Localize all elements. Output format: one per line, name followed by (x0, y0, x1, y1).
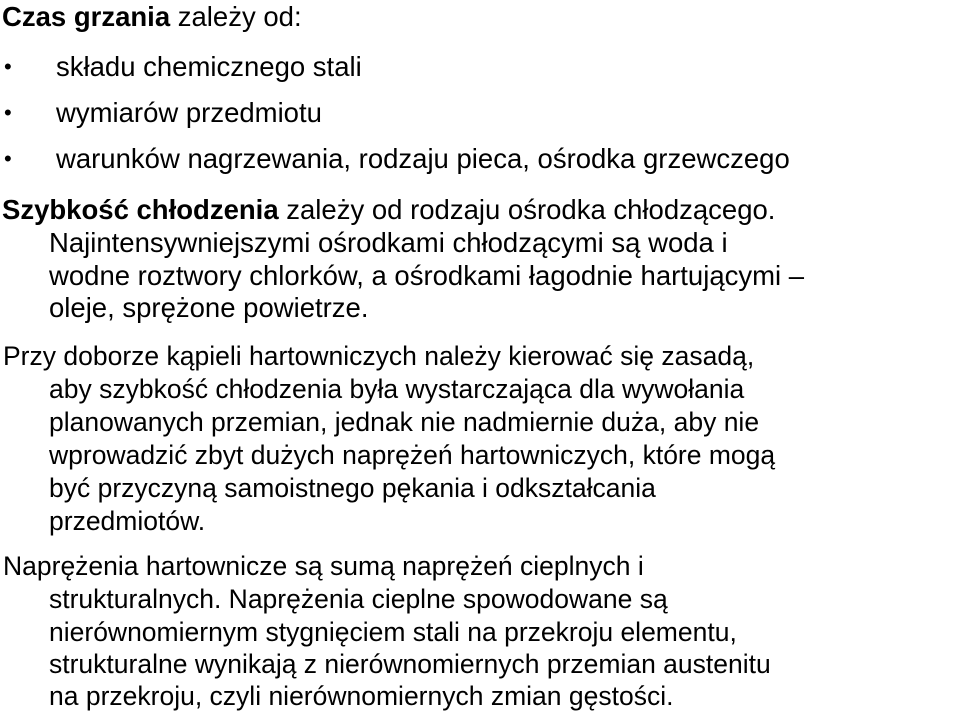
stress-line-5: na przekroju, czyli nierównomiernych zmian gęstości. (49, 681, 674, 711)
heating-time-heading-bold: Czas grzania (2, 1, 171, 32)
cooling-speed-line (2, 196, 775, 224)
bullet-marker-3: • (4, 146, 12, 171)
cooling-media-line-3: oleje, sprężone powietrze. (49, 292, 369, 323)
bullet-item-2: wymiarów przedmiotu (56, 97, 322, 128)
bullet-item-3: warunków nagrzewania, rodzaju pieca, ośrodka grzewczego (56, 143, 790, 174)
quench-bath-line-1: Przy doborze kąpieli hartowniczych należy kierować się zasadą, (3, 341, 755, 371)
bullet-marker-1: • (4, 54, 12, 79)
quench-bath-line-3: planowanych przemian, jednak nie nadmiernie duża, aby nie (49, 407, 760, 437)
bullet-item-1: składu chemicznego stali (56, 51, 362, 82)
stress-line-2: strukturalnych. Naprężenia cieplne spowodowane są (49, 584, 668, 614)
quench-bath-line-2: aby szybkość chłodzenia była wystarczająca dla wywołania (49, 374, 745, 404)
stress-line-1: Naprężenia hartownicze są sumą naprężeń cieplnych i (3, 551, 644, 581)
heating-time-heading-rest: zależy od: (170, 1, 302, 32)
stress-line-4: strukturalne wynikają z nierównomiernych przemian austenitu (49, 649, 771, 679)
quench-bath-line-4: wprowadzić zbyt dużych naprężeń hartowniczych, które mogą (49, 440, 776, 470)
cooling-media-line-1: Najintensywniejszymi ośrodkami chłodzącymi są woda i (49, 227, 728, 258)
cooling-media-line-2: wodne roztwory chlorków, a ośrodkami łagodnie hartującymi – (49, 260, 805, 291)
cooling-speed-rest: zależy od rodzaju ośrodka chłodzącego. (278, 194, 776, 225)
quench-bath-line-5: być przyczyną samoistnego pękania i odkształcania (49, 473, 656, 503)
bullet-marker-2: • (4, 100, 12, 125)
heating-time-heading (2, 3, 302, 31)
cooling-speed-bold: Szybkość chłodzenia (2, 194, 279, 225)
quench-bath-line-6: przedmiotów. (49, 506, 206, 536)
stress-line-3: nierównomiernym stygnięciem stali na przekroju elementu, (49, 617, 737, 647)
